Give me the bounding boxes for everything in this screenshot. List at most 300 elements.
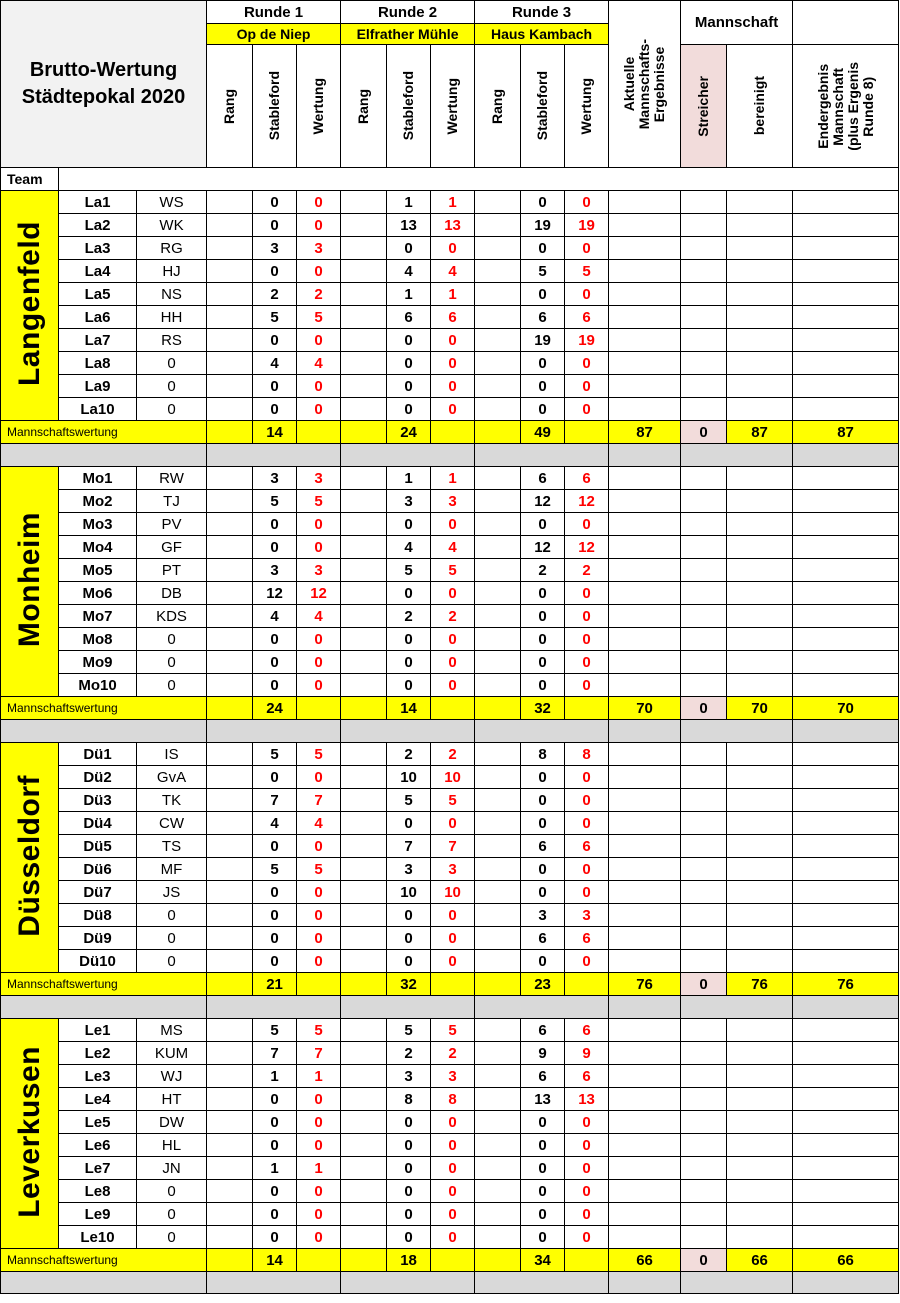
rang-cell: [341, 283, 387, 306]
table-row: [1, 674, 899, 697]
total-round-1: 14: [253, 1249, 297, 1272]
rang-cell: [207, 1088, 253, 1111]
spacer-cell: [1, 444, 207, 467]
stableford-value: 6: [521, 1065, 565, 1088]
stableford-value: 5: [521, 260, 565, 283]
player-id: Le1: [59, 1019, 137, 1042]
stableford-value: 6: [521, 306, 565, 329]
rang-cell: [207, 605, 253, 628]
spacer-cell: [475, 996, 609, 1019]
player-id: Dü1: [59, 743, 137, 766]
rang-cell: [207, 766, 253, 789]
player-initials: WK: [137, 214, 207, 237]
stableford-value: 5: [253, 1019, 297, 1042]
team-total-label: Mannschaftswertung: [1, 697, 207, 720]
spacer-cell: [1, 996, 207, 1019]
table-row: [1, 398, 899, 421]
player-initials: HH: [137, 306, 207, 329]
summary-blank: [681, 927, 727, 950]
total-bereinigt: 70: [727, 697, 793, 720]
rang-cell: [207, 214, 253, 237]
summary-blank: [681, 1088, 727, 1111]
rang-cell: [341, 398, 387, 421]
rang-cell: [475, 1180, 521, 1203]
stableford-value: 0: [521, 858, 565, 881]
stableford-value: 0: [387, 375, 431, 398]
wertung-value: 0: [565, 950, 609, 973]
rang-cell: [475, 329, 521, 352]
endergebnis-line-4: Runde 8): [859, 76, 876, 136]
player-initials: JN: [137, 1157, 207, 1180]
team-total-row: [1, 697, 899, 720]
round-1-label: Runde 1: [207, 1, 341, 24]
stableford-value: 0: [253, 1088, 297, 1111]
round-3-venue: Haus Kambach: [475, 24, 609, 45]
player-initials: CW: [137, 812, 207, 835]
table-row: [1, 881, 899, 904]
rang-cell: [475, 582, 521, 605]
table-row: [1, 789, 899, 812]
stableford-value: 0: [253, 1226, 297, 1249]
summary-blank: [609, 237, 681, 260]
rang-cell: [341, 1134, 387, 1157]
player-id: Dü5: [59, 835, 137, 858]
summary-blank: [609, 743, 681, 766]
summary-blank: [681, 536, 727, 559]
summary-blank: [727, 743, 793, 766]
stableford-value: 19: [521, 214, 565, 237]
summary-blank: [681, 743, 727, 766]
total-round-3: 32: [521, 697, 565, 720]
summary-blank: [681, 1134, 727, 1157]
summary-blank: [681, 467, 727, 490]
summary-blank: [681, 375, 727, 398]
rang-cell: [341, 1019, 387, 1042]
rang-cell: [475, 835, 521, 858]
rang-cell: [341, 674, 387, 697]
summary-blank: [793, 352, 899, 375]
summary-blank: [793, 743, 899, 766]
player-id: Mo4: [59, 536, 137, 559]
header-endergebnis: [793, 45, 899, 168]
rang-cell: [207, 789, 253, 812]
player-id: La6: [59, 306, 137, 329]
player-initials: 0: [137, 904, 207, 927]
wertung-value: 0: [297, 329, 341, 352]
player-id: La8: [59, 352, 137, 375]
stableford-value: 0: [253, 513, 297, 536]
round-3-label: Runde 3: [475, 1, 609, 24]
stableford-value: 0: [387, 237, 431, 260]
stableford-value: 2: [387, 1042, 431, 1065]
summary-blank: [793, 260, 899, 283]
wertung-value: 0: [297, 1111, 341, 1134]
rang-cell: [207, 1111, 253, 1134]
summary-blank: [609, 191, 681, 214]
summary-blank: [609, 858, 681, 881]
rang-cell: [475, 214, 521, 237]
summary-blank: [793, 766, 899, 789]
player-id: La10: [59, 398, 137, 421]
wertung-value: 5: [297, 306, 341, 329]
spacer-cell: [681, 996, 793, 1019]
summary-blank: [609, 904, 681, 927]
spacer-cell: [793, 996, 899, 1019]
wertung-value: 0: [565, 1111, 609, 1134]
stableford-value: 0: [387, 513, 431, 536]
player-initials: 0: [137, 398, 207, 421]
stableford-value: 0: [253, 398, 297, 421]
spacer-cell: [207, 1272, 341, 1294]
wertung-value: 2: [565, 559, 609, 582]
stableford-value: 0: [521, 1111, 565, 1134]
header-wertung-2: Wertung: [431, 45, 475, 168]
stableford-value: 3: [253, 237, 297, 260]
summary-blank: [727, 1042, 793, 1065]
stableford-value: 0: [387, 651, 431, 674]
summary-blank: [793, 628, 899, 651]
spacer-cell: [1, 1272, 207, 1294]
summary-blank: [681, 1180, 727, 1203]
wertung-value: 0: [431, 1226, 475, 1249]
spacer-cell: [681, 444, 793, 467]
summary-blank: [793, 191, 899, 214]
rang-cell: [341, 1180, 387, 1203]
table-row: [1, 766, 899, 789]
stableford-value: 0: [521, 191, 565, 214]
wertung-blank: [431, 421, 475, 444]
rang-cell: [475, 490, 521, 513]
rang-cell: [207, 306, 253, 329]
wertung-value: 13: [431, 214, 475, 237]
header-stableford-2: Stableford: [387, 45, 431, 168]
summary-blank: [727, 628, 793, 651]
player-id: Dü10: [59, 950, 137, 973]
total-streicher: 0: [681, 697, 727, 720]
wertung-value: 5: [431, 559, 475, 582]
stableford-value: 0: [521, 1180, 565, 1203]
summary-blank: [609, 1226, 681, 1249]
wertung-value: 19: [565, 214, 609, 237]
wertung-value: 0: [565, 398, 609, 421]
summary-blank: [793, 536, 899, 559]
stableford-value: 0: [521, 352, 565, 375]
wertung-value: 0: [431, 651, 475, 674]
endergebnis-line-3: (plus Ergenis: [844, 61, 861, 151]
rang-cell: [475, 950, 521, 973]
rang-cell: [475, 375, 521, 398]
wertung-value: 0: [297, 927, 341, 950]
total-aktuell: 70: [609, 697, 681, 720]
wertung-blank: [297, 697, 341, 720]
summary-blank: [727, 398, 793, 421]
player-initials: KUM: [137, 1042, 207, 1065]
player-initials: MS: [137, 1019, 207, 1042]
table-row: [1, 651, 899, 674]
rang-cell: [207, 812, 253, 835]
aktuelle-line-1: Aktuelle: [621, 56, 638, 112]
wertung-value: 0: [431, 513, 475, 536]
summary-blank: [609, 513, 681, 536]
rang-cell: [475, 904, 521, 927]
wertung-value: 0: [431, 1134, 475, 1157]
team-total-label: Mannschaftswertung: [1, 973, 207, 996]
rang-cell: [341, 375, 387, 398]
summary-blank: [727, 1134, 793, 1157]
wertung-value: 0: [297, 1203, 341, 1226]
table-row: [1, 950, 899, 973]
player-id: Le4: [59, 1088, 137, 1111]
stableford-value: 5: [253, 490, 297, 513]
total-round-1: 14: [253, 421, 297, 444]
wertung-value: 0: [565, 283, 609, 306]
table-row: [1, 1203, 899, 1226]
rang-cell: [207, 1180, 253, 1203]
player-id: Dü6: [59, 858, 137, 881]
rang-cell: [341, 1203, 387, 1226]
total-round-2: 24: [387, 421, 431, 444]
player-id: Mo7: [59, 605, 137, 628]
wertung-value: 5: [297, 743, 341, 766]
summary-blank: [727, 490, 793, 513]
player-initials: 0: [137, 352, 207, 375]
summary-blank: [681, 674, 727, 697]
rang-cell: [341, 467, 387, 490]
player-id: La1: [59, 191, 137, 214]
summary-blank: [793, 651, 899, 674]
spacer-row: [1, 444, 899, 467]
team-total-row: [1, 1249, 899, 1272]
endergebnis-line-2: Mannschaft: [829, 67, 846, 145]
player-initials: PV: [137, 513, 207, 536]
stableford-value: 1: [387, 467, 431, 490]
rang-cell: [341, 1226, 387, 1249]
stableford-value: 0: [387, 950, 431, 973]
rang-cell: [475, 927, 521, 950]
total-endergebnis: 76: [793, 973, 899, 996]
summary-blank: [727, 513, 793, 536]
wertung-value: 0: [297, 260, 341, 283]
wertung-value: 0: [431, 1180, 475, 1203]
stableford-value: 0: [521, 1157, 565, 1180]
wertung-value: 0: [297, 375, 341, 398]
table-row: [1, 513, 899, 536]
stableford-value: 0: [253, 766, 297, 789]
summary-blank: [793, 927, 899, 950]
header-team-blank: [59, 168, 899, 191]
stableford-value: 4: [387, 260, 431, 283]
player-initials: DB: [137, 582, 207, 605]
header-stableford-1: Stableford: [253, 45, 297, 168]
table-row: [1, 904, 899, 927]
summary-blank: [681, 513, 727, 536]
rang-cell: [475, 191, 521, 214]
stableford-value: 0: [387, 352, 431, 375]
stableford-value: 1: [253, 1065, 297, 1088]
rang-cell: [341, 697, 387, 720]
summary-blank: [727, 605, 793, 628]
round-2-venue: Elfrather Mühle: [341, 24, 475, 45]
wertung-value: 0: [565, 674, 609, 697]
spacer-cell: [475, 1272, 609, 1294]
summary-blank: [793, 467, 899, 490]
total-round-2: 32: [387, 973, 431, 996]
summary-blank: [793, 375, 899, 398]
header-end-blank: [793, 1, 899, 45]
player-initials: 0: [137, 950, 207, 973]
rang-cell: [207, 467, 253, 490]
spacer-cell: [793, 1272, 899, 1294]
total-round-3: 23: [521, 973, 565, 996]
table-row: [1, 835, 899, 858]
summary-blank: [793, 1134, 899, 1157]
team-name: Langenfeld: [12, 221, 46, 387]
spacer-cell: [475, 720, 609, 743]
summary-blank: [609, 559, 681, 582]
summary-blank: [793, 674, 899, 697]
wertung-value: 3: [431, 490, 475, 513]
team-name-cell: [1, 743, 59, 973]
player-initials: TJ: [137, 490, 207, 513]
summary-blank: [727, 789, 793, 812]
player-id: La2: [59, 214, 137, 237]
summary-blank: [727, 283, 793, 306]
summary-blank: [609, 1157, 681, 1180]
wertung-value: 0: [565, 881, 609, 904]
summary-blank: [727, 1226, 793, 1249]
stableford-value: 0: [521, 605, 565, 628]
summary-blank: [681, 283, 727, 306]
rang-cell: [207, 835, 253, 858]
rang-cell: [207, 375, 253, 398]
summary-blank: [727, 651, 793, 674]
stableford-value: 0: [253, 881, 297, 904]
summary-blank: [793, 605, 899, 628]
total-endergebnis: 66: [793, 1249, 899, 1272]
summary-blank: [609, 605, 681, 628]
wertung-value: 7: [297, 1042, 341, 1065]
rang-cell: [341, 329, 387, 352]
stableford-value: 3: [253, 467, 297, 490]
wertung-value: 4: [297, 352, 341, 375]
stableford-value: 0: [387, 1157, 431, 1180]
rang-cell: [475, 513, 521, 536]
summary-blank: [727, 881, 793, 904]
summary-blank: [681, 789, 727, 812]
header-rang-2: Rang: [341, 45, 387, 168]
summary-blank: [727, 237, 793, 260]
wertung-value: 0: [431, 1157, 475, 1180]
stableford-value: 0: [253, 329, 297, 352]
player-initials: 0: [137, 375, 207, 398]
wertung-value: 2: [431, 1042, 475, 1065]
summary-blank: [727, 674, 793, 697]
rang-cell: [341, 973, 387, 996]
total-round-1: 21: [253, 973, 297, 996]
wertung-value: 3: [297, 559, 341, 582]
stableford-value: 5: [387, 789, 431, 812]
summary-blank: [793, 329, 899, 352]
rang-cell: [207, 1157, 253, 1180]
rang-cell: [341, 306, 387, 329]
player-initials: TK: [137, 789, 207, 812]
team-name: Leverkusen: [12, 1046, 46, 1218]
summary-blank: [793, 1042, 899, 1065]
wertung-value: 0: [565, 766, 609, 789]
spacer-cell: [609, 720, 681, 743]
summary-blank: [609, 835, 681, 858]
header-team: Team: [1, 168, 59, 191]
stableford-value: 0: [387, 674, 431, 697]
summary-blank: [681, 260, 727, 283]
table-row: [1, 306, 899, 329]
player-id: Le3: [59, 1065, 137, 1088]
wertung-blank: [565, 697, 609, 720]
summary-blank: [681, 881, 727, 904]
summary-blank: [609, 1180, 681, 1203]
wertung-value: 6: [565, 1065, 609, 1088]
rang-cell: [475, 237, 521, 260]
total-streicher: 0: [681, 421, 727, 444]
spacer-row: [1, 720, 899, 743]
rang-cell: [207, 582, 253, 605]
table-row: [1, 329, 899, 352]
total-round-1: 24: [253, 697, 297, 720]
summary-blank: [681, 950, 727, 973]
wertung-value: 0: [431, 582, 475, 605]
stableford-value: 0: [521, 375, 565, 398]
wertung-blank: [297, 421, 341, 444]
rang-cell: [475, 973, 521, 996]
summary-blank: [727, 927, 793, 950]
summary-blank: [681, 352, 727, 375]
wertung-value: 0: [431, 812, 475, 835]
summary-blank: [727, 766, 793, 789]
wertung-value: 0: [565, 513, 609, 536]
stableford-value: 7: [253, 1042, 297, 1065]
wertung-value: 6: [565, 306, 609, 329]
summary-blank: [681, 582, 727, 605]
total-aktuell: 66: [609, 1249, 681, 1272]
stableford-value: 0: [387, 904, 431, 927]
summary-blank: [609, 1042, 681, 1065]
player-initials: WJ: [137, 1065, 207, 1088]
player-initials: 0: [137, 1180, 207, 1203]
summary-blank: [609, 283, 681, 306]
summary-blank: [793, 904, 899, 927]
rang-cell: [207, 1065, 253, 1088]
summary-blank: [793, 490, 899, 513]
rang-cell: [207, 881, 253, 904]
wertung-blank: [565, 421, 609, 444]
header-streicher: Streicher: [681, 45, 727, 168]
stableford-value: 9: [521, 1042, 565, 1065]
table-row: [1, 1180, 899, 1203]
stableford-value: 0: [387, 1180, 431, 1203]
stableford-value: 4: [253, 812, 297, 835]
stableford-value: 6: [521, 467, 565, 490]
summary-blank: [793, 1203, 899, 1226]
rang-cell: [341, 881, 387, 904]
total-round-2: 14: [387, 697, 431, 720]
rang-cell: [475, 1111, 521, 1134]
summary-blank: [681, 490, 727, 513]
summary-blank: [793, 1065, 899, 1088]
wertung-value: 8: [565, 743, 609, 766]
stableford-value: 0: [387, 1203, 431, 1226]
stableford-value: 6: [387, 306, 431, 329]
player-id: Dü3: [59, 789, 137, 812]
